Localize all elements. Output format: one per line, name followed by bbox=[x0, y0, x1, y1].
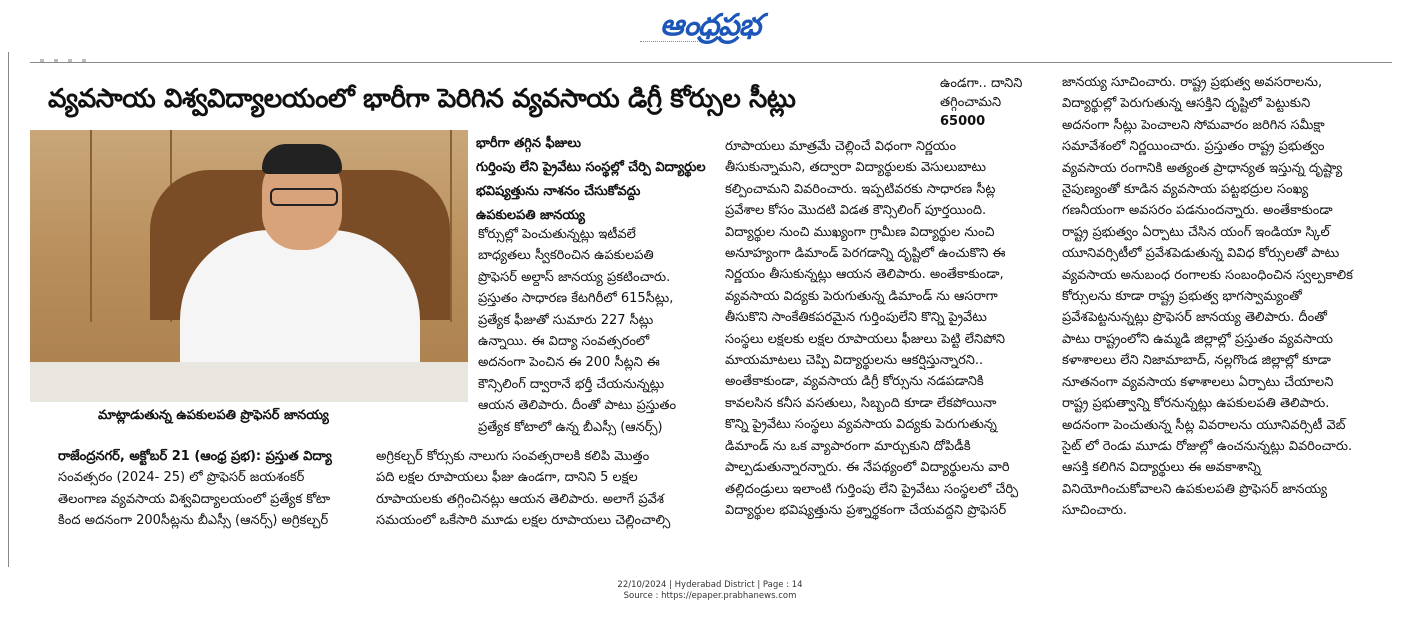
photo-caption: మాట్లాడుతున్న ఉపకులపతి ప్రొఫెసర్ జానయ్య bbox=[98, 408, 329, 423]
article-photo bbox=[30, 130, 468, 402]
text-line: విద్యార్థుల నుంచి ముఖ్యంగా గ్రామీణ విద్యార్థుల నుంచి bbox=[725, 224, 995, 240]
text-line: నిర్ణయం తీసుకున్నట్లు ఆయన తెలిపారు. అంతేకాకుండా, bbox=[725, 267, 1004, 283]
article-column-1 bbox=[478, 224, 716, 438]
article-column-2 bbox=[725, 136, 1045, 521]
masthead-underline bbox=[640, 41, 700, 46]
text-line: తీసుకున్నామని, తద్వారా విద్యార్థులకు వెసులుబాటు bbox=[725, 160, 986, 176]
text-line: ప్రవేశాల కోసం మొదటి విడత కౌన్సిలింగ్ పూర్తయింది. bbox=[725, 203, 987, 219]
text-line: కోర్సుల్లో పెంచుతున్నట్లు ఇటీవలే bbox=[478, 227, 636, 242]
left-edge-rule bbox=[8, 52, 9, 567]
text-line: పాటు రాష్ట్రంలోని ఉమ్మడి జిల్లాల్లో ప్రస్తుతం వ్యవసాయ bbox=[1062, 331, 1333, 347]
text-line: తెలంగాణ వ్యవసాయ విశ్వవిద్యాలయంలో ప్రత్యేక కోటా bbox=[58, 491, 331, 507]
text-line: వినియోగించుకోవాలని ఉపకులపతి ప్రొఫెసర్ జానయ్య bbox=[1062, 481, 1328, 497]
photo-person-glasses bbox=[270, 188, 338, 206]
article-lead-paragraph bbox=[58, 446, 344, 532]
text-line: వ్యవసాయ విద్యకు పెరుగుతున్న డిమాండ్ ను ఆసరాగా bbox=[725, 288, 998, 304]
photo-person-hair bbox=[262, 144, 342, 174]
subhead-line: భారీగా తగ్గిన ఫీజులు bbox=[476, 136, 582, 151]
text-line: పాల్పడుతున్నారన్నారు. ఈ నేపథ్యంలో విద్యార్థులను వారి bbox=[725, 460, 1010, 476]
text-line: రూపాయలకు తగ్గించినట్లు ఆయన తెలిపారు. అలాగే ప్రవేశ bbox=[376, 491, 665, 507]
text-line: సైట్ లో రెండు మూడు రోజుల్లో ఉంచనున్నట్లు వివరించారు. bbox=[1062, 438, 1353, 454]
subhead-line: ఉపకులపతి జానయ్య bbox=[476, 208, 585, 223]
text-line: మాయమాటలు చెప్పి విద్యార్థులను ఆకర్షిస్తున్నారని.. bbox=[725, 353, 984, 369]
text-line: జానయ్య సూచించారు. రాష్ట్ర ప్రభుత్వ అవసరాలను, bbox=[1062, 75, 1323, 90]
text-line: గణనీయంగా అవసరం పడనుందన్నారు. అంతేకాకుండా bbox=[1062, 203, 1333, 219]
text-line: బాధ్యతలు స్వీకరించిన ఉపకులపతి bbox=[478, 248, 654, 264]
photo-desk bbox=[30, 362, 468, 402]
text-line: ప్రస్తుతం సాధారణ కేటగిరీలో 615సీట్లు, bbox=[478, 291, 674, 307]
text-line: అదనంగా పెంచిన ఈ 200 సీట్లని ఈ bbox=[478, 355, 660, 371]
text-line: ప్రవేశపెట్టనున్నట్లు ప్రొఫెసర్ జానయ్య తెలిపారు. దీంతో bbox=[1062, 310, 1327, 326]
text-line: అదనంగా సీట్లు పెంచాలని సోమవారం జరిగిన సమీక్షా bbox=[1062, 117, 1325, 133]
text-line: రూపాయలు మాత్రమే చెల్లించే విధంగా నిర్ణయం bbox=[725, 139, 957, 154]
text-line: ప్రొఫెసర్ అల్దాస్ జానయ్య ప్రకటించారు. bbox=[478, 269, 671, 285]
dateline-line: రాజేంద్రనగర్, అక్టోబర్ 21 (ఆంధ్ర ప్రభ): ప్రస్తుత విద్యా bbox=[58, 449, 332, 464]
text-line: వ్యవసాయ రంగానికి అత్యంత ప్రాధాన్యత ఇస్తున్న దృష్ట్యా bbox=[1062, 160, 1343, 176]
text-line: అనూహ్యంగా డిమాండ్ పెరగడాన్ని దృష్టిలో ఉంచుకొని ఈ bbox=[725, 246, 1006, 262]
page-footer bbox=[560, 580, 860, 602]
headline-blurb bbox=[940, 74, 1050, 131]
photo-wall-panel bbox=[450, 130, 452, 322]
text-line: ఆయన తెలిపారు. దీంతో పాటు ప్రస్తుతం bbox=[478, 398, 677, 414]
subhead-line: గుర్తింపు లేని ప్రైవేటు సంస్థల్లో చేర్పి విద్యార్థుల bbox=[476, 160, 706, 175]
text-line: సంస్థలు లక్షలకు లక్షల రూపాయలు ఫీజులు పెట్టి లేనిపోని bbox=[725, 331, 1006, 347]
text-line: అంతేకాకుండా, వ్యవసాయ డిగ్రీ కోర్సును నడపడానికి bbox=[725, 374, 984, 390]
article-subheads bbox=[476, 132, 728, 228]
text-line: రాష్ట్ర ప్రభుత్వాన్ని కోరనున్నట్లు ఉపకులపతి తెలిపారు. bbox=[1062, 396, 1330, 412]
text-line: యూనివర్సిటీలో ప్రవేశపెడుతున్న వివిధ కోర్సులతో పాటు bbox=[1062, 246, 1340, 262]
text-line: నైపుణ్యంతో కూడిన వ్యవసాయ పట్టభద్రుల సంఖ్య bbox=[1062, 182, 1309, 198]
article-column-3 bbox=[1062, 72, 1392, 522]
text-line: కావలసిన కనీస వసతులు, సిబ్బంది కూడా లేకపోయినా bbox=[725, 395, 997, 411]
blurb-line: 65000 bbox=[940, 114, 986, 129]
header-rule bbox=[30, 62, 1392, 63]
text-line: సమావేశంలో నిర్ణయించారు. ప్రస్తుతం రాష్ట్ర ప్రభుత్వం bbox=[1062, 139, 1325, 155]
masthead-logo: ఆంధ్రప్రభ bbox=[659, 8, 761, 43]
text-line: అదనంగా పెంచుతున్న సీట్ల వివరాలను యూనివర్సిటీ వెబ్ bbox=[1062, 417, 1346, 433]
text-line: కల్పించామని వివరించారు. ఇప్పటివరకు సాధారణ సీట్ల bbox=[725, 181, 996, 197]
text-line: ఆసక్తి కలిగిన విద్యార్థులు ఈ అవకాశాన్ని bbox=[1062, 460, 1261, 476]
text-line: విద్యార్థుల్లో పెరుగుతున్న ఆసక్తిని దృష్టిలో పెట్టుకుని bbox=[1062, 96, 1311, 112]
footer-source-link[interactable]: Source : https://epaper.prabhanews.com bbox=[623, 591, 797, 601]
text-line: కౌన్సిలింగ్ ద్వారానే భర్తీ చేయనున్నట్లు bbox=[478, 376, 665, 392]
text-line: రాష్ట్ర ప్రభుత్వం ఏర్పాటు చేసిన యంగ్ ఇండియా స్కిల్ bbox=[1062, 224, 1330, 240]
decorative-dots bbox=[40, 48, 340, 52]
text-line: సంవత్సరం (2024- 25) లో ప్రొఫెసర్ జయశంకర్ bbox=[58, 470, 305, 486]
photo-wall-panel bbox=[90, 130, 92, 322]
blurb-line: ఉండగా.. దానిని bbox=[940, 76, 1023, 91]
text-line: ఉన్నాయి. ఈ విద్యా సంవత్సరంలో bbox=[478, 334, 650, 350]
article-bottom-middle bbox=[376, 446, 706, 532]
text-line: కళాశాలలు లేని నిజామాబాద్, నల్లగొండ జిల్లాల్లో కూడా bbox=[1062, 353, 1331, 369]
text-line: పది లక్షల రూపాయలు ఫీజు ఉండగా, దానిని 5 లక్షల bbox=[376, 470, 638, 486]
text-line: సమయంలో ఒకేసారి మూడు లక్షల రూపాయలు చెల్లించాల్సి bbox=[376, 513, 671, 529]
article-headline: వ్యవసాయ విశ్వవిద్యాలయంలో భారీగా పెరిగిన వ్యవసాయ డిగ్రీ కోర్సుల సీట్లు bbox=[48, 84, 796, 114]
text-line: ప్రత్యేక కోటాలో ఉన్న బీఎస్సీ (ఆనర్స్) bbox=[478, 419, 663, 435]
text-line: అగ్రికల్చర్ కోర్సుకు నాలుగు సంవత్సరాలకి కలిపి మొత్తం bbox=[376, 449, 650, 464]
text-line: డిమాండ్ ను ఒక వ్యాపారంగా మార్చుకుని దోపిడీకి bbox=[725, 438, 971, 454]
text-line: సూచించారు. bbox=[1062, 503, 1128, 519]
subhead-line: భవిష్యత్తును నాశనం చేసుకోవద్దు bbox=[476, 184, 641, 199]
text-line: కొన్ని ప్రైవేటు సంస్థలు వ్యవసాయ విద్యకు పెరుగుతున్న bbox=[725, 417, 997, 433]
text-line: తల్లిదండ్రులు ఇలాంటి గుర్తింపు లేని ప్రైవేటు సంస్థలలో చేర్పి bbox=[725, 481, 1019, 497]
text-line: కోర్సులను కూడా రాష్ట్ర ప్రభుత్వ భాగస్వామ్యంతో bbox=[1062, 289, 1302, 305]
text-line: తీసుకొని సాంకేతికపరమైన గుర్తింపులేని కొన్ని ప్రైవేటు bbox=[725, 310, 987, 326]
text-line: నూతనంగా వ్యవసాయ కళాశాలలు ఏర్పాటు చేయాలని bbox=[1062, 374, 1334, 390]
blurb-line: తగ్గించామని bbox=[940, 95, 1002, 110]
text-line: విద్యార్థుల భవిష్యత్తును ప్రశ్నార్థకంగా చేయవద్దని ప్రొఫెసర్ bbox=[725, 502, 1007, 518]
footer-date-page: 22/10/2024 | Hyderabad District | Page : 14 bbox=[617, 580, 803, 590]
text-line: కింద అదనంగా 200సీట్లను బీఎస్సీ (ఆనర్స్) అగ్రికల్చర్ bbox=[58, 513, 329, 529]
text-line: వ్యవసాయ అనుబంధ రంగాలకు సంబంధించిన స్వల్పకాలిక bbox=[1062, 267, 1353, 283]
text-line: ప్రత్యేక ఫీజుతో సుమారు 227 సీట్లు bbox=[478, 312, 654, 328]
